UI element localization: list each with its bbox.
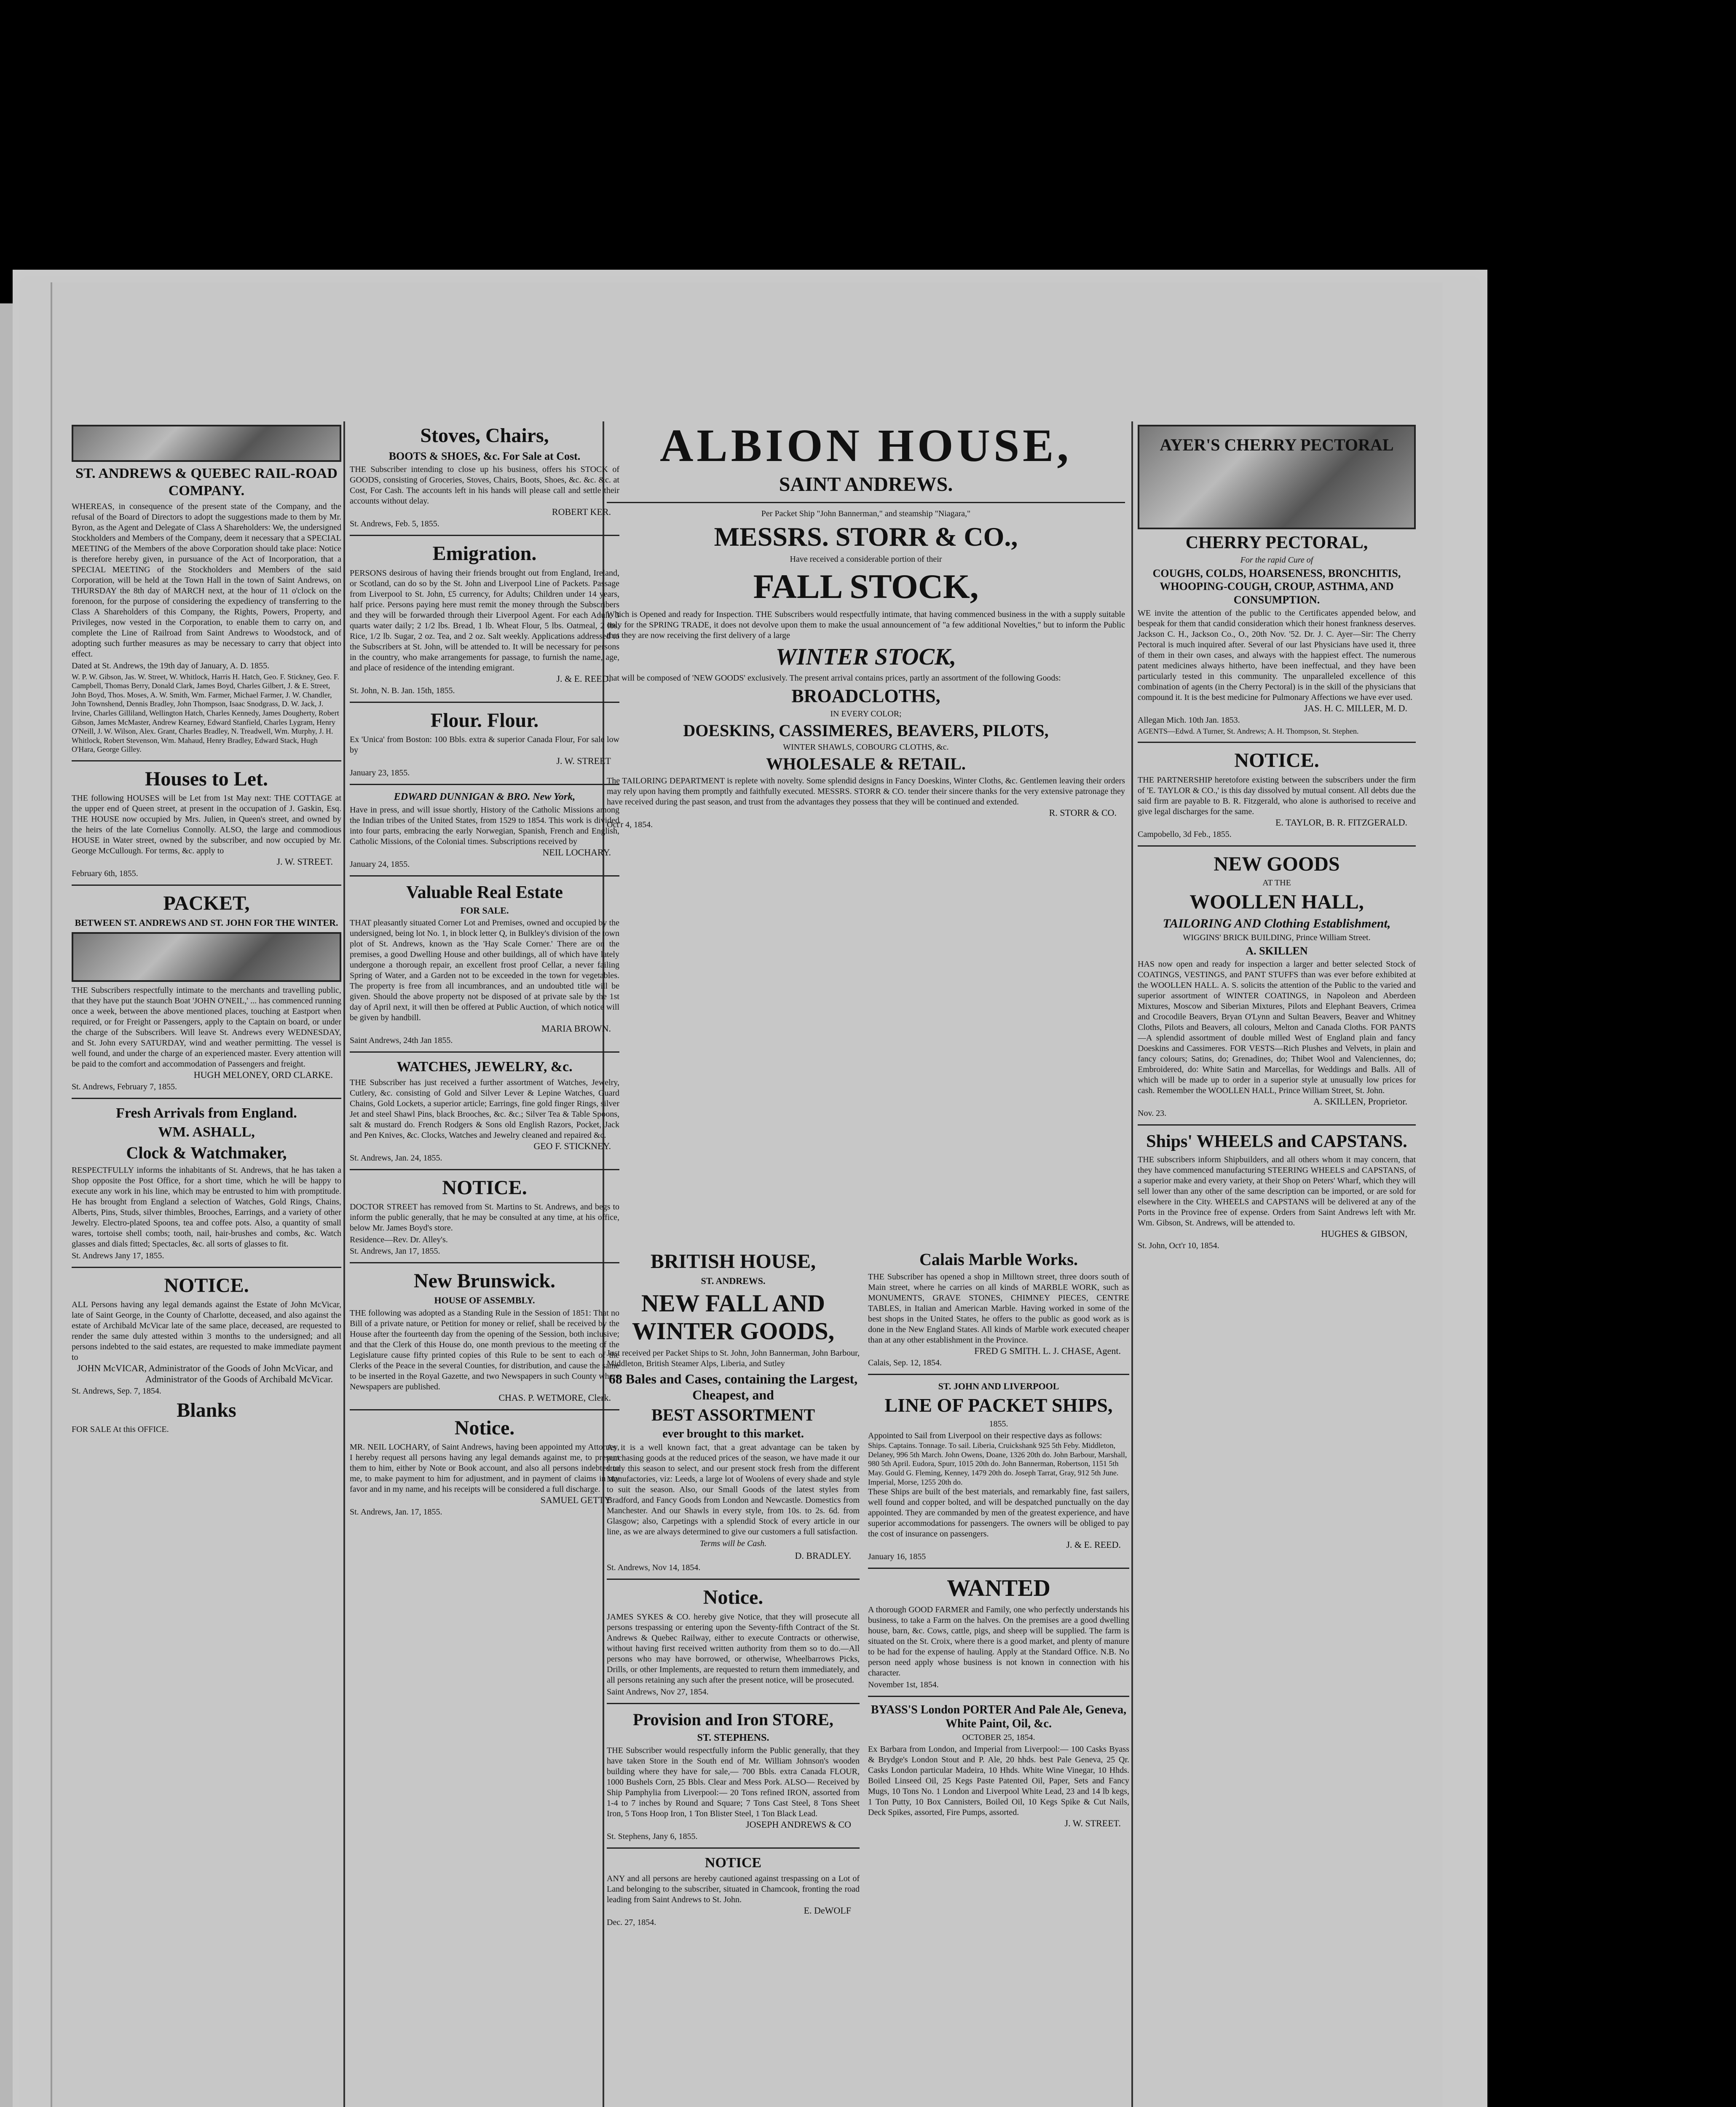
packet-line-year: 1855. [989, 1419, 1008, 1429]
attorney-notice-date: St. Andrews, Jan. 17, 1855. [350, 1507, 442, 1517]
railroad-date: Dated at St. Andrews, the 19th day of January, A. D. 1855. [72, 661, 270, 670]
british-date: St. Andrews, Nov 14, 1854. [607, 1563, 701, 1573]
dunnigan-body: Have in press, and will issue shortly, History of the Catholic Missions among the Indian tribes of the United States, from 1529 to 1854. This work is divided into four parts, embracing the early Norwegian, Spanish, French and English, Catholic Missions, of the Colonial times. Subscriptions received by [350, 805, 619, 846]
byass-date: OCTOBER 25, 1854. [962, 1732, 1035, 1742]
ashall-date: St. Andrews Jany 17, 1855. [72, 1251, 164, 1261]
column-2 [350, 421, 619, 2107]
sykes-notice-date: Saint Andrews, Nov 27, 1854. [607, 1687, 709, 1697]
notice-date: St. Andrews, Sep. 7, 1854. [72, 1386, 161, 1396]
stoves-subtitle: BOOTS & SHOES, &c. For Sale at Cost. [388, 450, 581, 463]
stoves-body: THE Subscriber intending to close up his business, offers his STOCK of GOODS, consisting of Groceries, Stoves, Chairs, Boots, Shoes, &c. &c. &c. at Cost, For Cash. The accounts left in his hands will please call and settle their accounts without delay. [350, 465, 619, 506]
wheels-title: Ships' WHEELS and CAPSTANS. [1146, 1132, 1407, 1152]
calais-title: Calais Marble Works. [919, 1250, 1078, 1269]
packet-subtitle: BETWEEN ST. ANDREWS AND ST. JOHN FOR THE WINTER. [75, 917, 338, 928]
emigration-signature: J. & E. REED. [556, 673, 611, 684]
trespass-notice-date: Dec. 27, 1854. [607, 1918, 656, 1927]
woollen-address: WIGGINS' BRICK BUILDING, Prince William Street. [1183, 933, 1371, 943]
albion-doeskins: DOESKINS, CASSIMERES, BEAVERS, PILOTS, [683, 721, 1049, 740]
nb-subtitle: HOUSE OF ASSEMBLY. [434, 1295, 535, 1306]
packet-line-title: LINE OF PACKET SHIPS, [884, 1394, 1113, 1416]
watches-title: WATCHES, JEWELRY, &c. [396, 1059, 573, 1075]
estate-title: Valuable Real Estate [406, 882, 563, 902]
woollen-date: Nov. 23. [1138, 1109, 1167, 1118]
estate-signature: MARIA BROWN. [541, 1023, 611, 1034]
column-1 [72, 421, 341, 2107]
calais-signature: FRED G SMITH. L. J. CHASE, Agent. [974, 1346, 1121, 1356]
albion-title: ALBION HOUSE, [659, 421, 1072, 471]
byass-title: BYASS'S London PORTER And Pale Ale, Geneva, White Paint, Oil, &c. [871, 1703, 1127, 1731]
calais-body: THE Subscriber has opened a shop in Milltown street, three doors south of Main street, where he carries on all kinds of MARBLE WORK, such as MONUMENTS, GRAVE STONES, CHIMNEY PIECES, CENTRE TABLES, in Italian and American Marble. Having worked in some of the best shops in the United States, he offers to the public as good work as is done in the New England States. All kinds of Marble work executed cheaper than at any other establishment in the Province. [868, 1272, 1129, 1345]
houses-date: February 6th, 1855. [72, 869, 138, 879]
british-signature: D. BRADLEY. [795, 1550, 851, 1561]
fresh-arrivals: Fresh Arrivals from England. [116, 1105, 297, 1121]
dunnigan-date: January 24, 1855. [350, 859, 410, 869]
british-brought: ever brought to this market. [662, 1427, 804, 1440]
column-3 [607, 1247, 860, 2107]
provision-subtitle: ST. STEPHENS. [697, 1732, 769, 1743]
watches-body: THE Subscriber has just received a further assortment of Watches, Jewelry, Cutlery, &c. consisting of Gold and Silver Lever & Lepine Watches, Guard Chains, Gold Lockets, a superior article; Earrings, fine gold finger Rings, silver Jet and steel Shawl Pins, black Brooches, &c. &c.; Silver Tea & Table Spoons, salt & mustard do. French Rodgers & Sons old English Razors, Pocket, Jack and Pen Knives, &c. Clocks, Watches and Jewelry cleaned and repaired &c. [350, 1078, 619, 1140]
column-rule [1131, 421, 1133, 2107]
notice-body: ALL Persons having any legal demands against the Estate of John McVicar, late of Saint George, in the County of Charlotte, deceased, and also against the estate of Archibald McVicar late of the same place, deceased, are requested to render the same duly attested within 3 months to the undersigned; and all persons indebted to the said estates, are requested to make immediate payment to [72, 1300, 341, 1362]
provision-body: THE Subscriber would respectfully inform the Public generally, that they have taken Store in the South end of Mr. William Johnson's wooden building where they have for sale,— 700 Bbls. extra Canada FLOUR, 1000 Bushels Corn, 25 Bbls. Clear and Mess Pork. ALSO— Received by Ship Pamphylia from Liverpool:— 20 Tons refined IRON, assorted from 1-4 to 7 inches by Round and Square; 7 Tons Cast Steel, 8 Tons Sheet Iron, 5 Tons Hoop Iron, 1 Ton Blister Steel, 1 Ton Black Lead. [607, 1746, 860, 1819]
dunnigan-signature: NEIL LOCHARY. [542, 847, 611, 858]
houses-signature: J. W. STREET. [276, 856, 333, 867]
woollen-body: HAS now open and ready for inspection a larger and better selected Stock of COATINGS, VESTINGS, and PANT STUFFS than was ever before exhibited at the WOOLLEN HALL. A. S. solicits the attention of the Public to the varied and superior assortment of WINTER COATINGS, in Napoleon and Aberdeen Mixtures, Moscow and Siberian Mixtures, Pilots and Elephant Beavers, Crimea and Crocodile Beavers, Bryan O'Lynn and Sultan Beavers, Beaver and Whitney Cloths, Pilots and Beavers, all colours, Melton and Canada Cloths. FOR PANTS—A splendid assortment of double milled West of England plain and fancy Doeskins and Cassimeres. FOR VESTS—Rich Plushes and Velvets, in plain and fancy colours; Satins, do; Grenadines, do; Thibet Wool and Valenciennes, do; Embroidered, do: White Satin and Marcellas, for Weddings and Balls. All of which will be made up to order in a superior style at unusually low prices for cash. Remember the WOOLLEN HALL, Prince William Street, St. John. [1138, 960, 1416, 1096]
packet-date: St. Andrews, February 7, 1855. [72, 1082, 177, 1091]
partnership-notice-body: THE PARTNERSHIP heretofore existing between the subscribers under the firm of 'E. TAYLOR & CO.,' is this day dissolved by mutual consent. All debts due the said firm are payable to B. R. Fitzgerald, who alone is authorised to receive and give legal discharges for the same. [1138, 775, 1416, 816]
doctor-notice-title: NOTICE. [442, 1177, 527, 1199]
partnership-notice-date: Campobello, 3d Feb., 1855. [1138, 829, 1232, 839]
blanks-title: Blanks [177, 1399, 236, 1422]
flour-date: January 23, 1855. [350, 768, 410, 777]
estate-body: THAT pleasantly situated Corner Lot and Premises, owned and occupied by the undersigned, being lot No. 1, in block letter Q, in Bulkley's division of the town plot of St. Andrews, known as the 'Hay Scale Corner.' There are on the premises, a good Dwelling House and other buildings, all of which have lately undergone a thorough repair, an excellent frost proof Cellar, a never failing Spring of Water, and a Garden not to be exceeded in the town for vegetables. The property is free from all incumbrances, and an undoubted title will be given. Should the above property not be disposed of at private sale by the 1st day of April next, it will then be offered at Public Auction, of which notice will be given by handbill. [350, 918, 619, 1023]
albion-body3: The TAILORING DEPARTMENT is replete with novelty. Some splendid designs in Fancy Doeskins, Winter Cloths, &c. Gentlemen leaving their orders may rely upon having them promptly and faithfully executed. MESSRS. STORR & CO. tender their sincere thanks for the very extensive patronage they have received during the past season, and trust from the advantages they possess that they will be continued and extended. [607, 776, 1125, 807]
packet-line-table: Ships. Captains. Tonnage. To sail. Liberia, Cruickshank 925 5th Feby. Middleton, Delaney, 996 5th March. John Owens, Doane, 1326 20th do. John Barbour, Marshall, 980 5th April. Eudora, Spurr, 1015 20th do. John Bannerman, Robertson, 1151 5th May. Gould G. Fleming, Kenney, 1479 20th do. Joseph Tarrat, Gray, 912 5th June. Imperial, Morse, 1255 20th do. [868, 1441, 1127, 1486]
british-terms: Terms will be Cash. [699, 1539, 767, 1549]
attorney-notice-signature: SAMUEL GETTY [540, 1494, 611, 1505]
packet-body: THE Subscribers respectfully intimate to the merchants and travelling public, that they have put the staunch Boat 'JOHN O'NEIL,' ... has commenced running once a week, between the above mentioned places, touching at Eastport when required, or for Freight or Passengers, apply to the Captain on board, or under the charge of the Subscribers. Will leave St. Andrews every WEDNESDAY, and St. John every SATURDAY, wind and weather permitting. The vessel is well found, and under the charge of an experienced master. Every attention will be paid to the comfort and accommodation of Passengers and freight. [72, 985, 341, 1069]
wanted-date: November 1st, 1854. [868, 1680, 939, 1689]
doctor-date: St. Andrews, Jan 17, 1855. [350, 1247, 440, 1256]
albion-firm: MESSRS. STORR & CO., [714, 521, 1018, 552]
british-title: BRITISH HOUSE, [650, 1250, 816, 1273]
watches-date: St. Andrews, Jan. 24, 1855. [350, 1153, 442, 1163]
attorney-notice-title: Notice. [454, 1416, 515, 1439]
woollen-owner: A. SKILLEN [1246, 945, 1308, 957]
packet-line-date: January 16, 1855 [868, 1552, 926, 1562]
provision-date: St. Stephens, Jany 6, 1855. [607, 1832, 698, 1842]
houses-body: THE following HOUSES will be Let from 1st May next: THE COTTAGE at the upper end of Queen street, at present in the occupation of J. Gaskin, Esq. THE HOUSE now occupied by Mrs. Julien, in Queen's street, and owned by the heirs of the late Cornelius Connolly. ALSO, the large and commodious HOUSE in Water street, owned by the subscriber, and now occupied by Mr. George McCullough. For terms, &c. apply to [72, 793, 341, 856]
british-intro: Just received per Packet Ships to St. John, John Bannerman, John Barbour, Middleton, British Steamer Alps, Liberia, and Sutley [607, 1348, 860, 1368]
british-headline: NEW FALL AND WINTER GOODS, [632, 1289, 835, 1345]
notice-title: NOTICE. [164, 1274, 249, 1297]
albion-body2: that will be composed of 'NEW GOODS' exclusively. The present arrival contains prices, partly an assortment of the following Goods: [607, 673, 1061, 683]
woollen-tailoring: TAILORING AND Clothing Establishment, [1163, 917, 1391, 931]
ship-illustration [72, 932, 341, 982]
nb-body: THE following was adopted as a Standing Rule in the Session of 1851: That no Bill of a private nature, or Petition for money or relief, shall be received by the House after the fourteenth day from the opening of the Session, both inclusive; and that the Clerk of this House do, one month previous to the meeting of the Legislature cause fifty printed copies of this Rule to be sent to each of the Clerks of the Peace in the several Counties, for distribution, and cause the same to be inserted in the Royal Gazette, and two Newspapers in such County where Newspapers are published. [350, 1308, 619, 1391]
albion-shawls: WINTER SHAWLS, COBOURG CLOTHS, &c. [783, 742, 949, 752]
column-5 [1138, 421, 1416, 2107]
albion-ship-line: Per Packet Ship "John Bannerman," and steamship "Niagara," [761, 509, 971, 518]
cherry-list: COUGHS, COLDS, HOARSENESS, BRONCHITIS, WHOOPING-COUGH, CROUP, ASTHMA, AND CONSUMPTION. [1152, 567, 1401, 606]
byass-signature: J. W. STREET. [1064, 1817, 1121, 1828]
emigration-title: Emigration. [432, 542, 537, 565]
provision-signature: JOSEPH ANDREWS & CO [746, 1819, 851, 1830]
attorney-notice-body: MR. NEIL LOCHARY, of Saint Andrews, having been appointed my Attorney, I hereby request all persons having any legal demands against me, to present them to him, either by Note or Book account, and also all persons indebted to me, to make payment to him for adjustment, and in payment of claims in my favor and in my name, and his receipts will be considered a full discharge. [350, 1442, 619, 1494]
doctor-residence: Residence—Rev. Dr. Alley's. [350, 1235, 448, 1245]
sykes-notice-body: JAMES SYKES & CO. hereby give Notice, that they will prosecute all persons trespassing or entering upon the Seventy-fifth Contract of the St. Andrews & Quebec Railway, either to execute Contracts or otherwise, without having first received written authority from them so to do.—All persons who may have borrowed, or otherwise, Wheelbarrows Picks, Drills, or other Implements, are requested to return them immediately, and all persons retaining any such after the present notice, will be prosecuted. [607, 1612, 860, 1685]
ayers-cherry-pectoral-illustration [1138, 425, 1416, 529]
british-subtitle: ST. ANDREWS. [701, 1276, 766, 1287]
albion-wholesale: WHOLESALE & RETAIL. [766, 754, 966, 773]
albion-body1: Which is Opened and ready for Inspection. THE Subscribers would respectfully intimate, that having commenced business in the with a supply suitable only for the SPRING TRADE, it does not devolve upon them to make the usual announcement of "a few additional Novelties," but to inform the Public that they are now receiving the first delivery of a large [607, 609, 1125, 640]
railroad-signers: W. P. W. Gibson, Jas. W. Street, W. Whitlock, Harris H. Hatch, Geo. F. Stickney, Geo. F. Campbell, Thomas Berry, Donald Clark, James Boyd, Charles Gilbert, J. & E. Street, John Boyd, Thos. Moses, A. W. Smith, Wm. Farmer, Michael Farmer, J. W. Chandler, John Townshend, Dennis Bradley, John Thompson, Isaac Snodgrass, D. W. Jack, J. Irvine, Charles Gilliland, Wellington Hatch, Charles Kennedy, James Dougherty, Robert Gibson, James McMaster, Andrew Kearney, Edward Stanfield, Charles Lygram, Henry O'Neill, J. W. Wilson, Alex. Grant, Charles Bradley, N. Treadwell, Wm. Murphy, J. H. Whitlock, Robert Stevenson, Wm. Mahaud, Henry Bradley, Edward Stack, Hugh O'Hara, George Gilley. [72, 672, 339, 754]
sykes-notice-title: Notice. [703, 1586, 764, 1609]
blanks-subtitle: FOR SALE At this OFFICE. [72, 1424, 169, 1434]
british-body: As it is a well known fact, that a great advantage can be taken by purchasing goods at the reduced prices of the season, we have made it our study this season to select, and our present stock fresh from the different Manufactories, viz: Leeds, a large lot of Woolens of every shade and style to suit the season. Also, our Small Goods of the latest styles from Bradford, and Fancy Goods from London and Newcastle. Domestics from Manchester. And our Shawls in every style, from 10s. to 2s. 6d. from Glasgow; also, Carpetings with a splendid Stock of every article in our line, as we are always determined to give our customers a full satisfaction. [607, 1443, 860, 1537]
estate-subtitle: FOR SALE. [460, 905, 509, 916]
byass-body: Ex Barbara from London, and Imperial from Liverpool:— 100 Casks Byass & Brydge's London Stout and P. Ale, 20 hhds. best Pale Geneva, 25 Qr. Casks London particular Madeira, 10 Hhds. White Wine Vinegar, 10 Hhds. Boiled Linseed Oil, 25 Kegs Paste Patented Oil, Paper, Sets and Fancy Mugs, 10 Tons No. 1 London and Liverpool White Lead, 23 and 14 lb kegs, 1 Ton Putty, 10 Box Cannisters, Boiled Oil, 10 Kegs Spike & Cut Nails, Deck Spikes, assorted, Fire Pumps, assorted. [868, 1744, 1129, 1817]
estate-date: Saint Andrews, 24th Jan 1855. [350, 1036, 453, 1045]
packet-line-intro: Appointed to Sail from Liverpool on their respective days as follows: [868, 1431, 1102, 1441]
stoves-title: Stoves, Chairs, [420, 424, 549, 447]
train-illustration [72, 425, 341, 462]
woollen-hall: WOOLLEN HALL, [1189, 890, 1364, 913]
stoves-date: St. Andrews, Feb. 5, 1855. [350, 519, 439, 529]
woollen-new-goods: NEW GOODS [1214, 852, 1340, 875]
watches-signature: GEO F. STICKNEY. [533, 1141, 611, 1152]
railroad-title: ST. ANDREWS & QUEBEC RAIL-ROAD COMPANY. [75, 466, 338, 499]
provision-title: Provision and Iron STORE, [633, 1710, 833, 1729]
british-bales: 68 Bales and Cases, containing the Largest, Cheapest, and [608, 1371, 858, 1403]
wheels-body: THE subscribers inform Shipbuilders, and all others whom it may concern, that they have commenced manufacturing STEERING WHEELS and CAPSTANS, of a superior make and every variety, at their Shop on Peters' Wharf, which they will sell lower than any other of the same description can be imported, or are sold for elsewhere in the City. WHEELS and CAPSTANS will be delivered at any of the Ports in the Province free of expense. Orders from Saint Andrews left with Mr. Wm. Gibson, St. Andrews, will be attended to. [1138, 1155, 1416, 1228]
packet-signature: HUGH MELONEY, ORD CLARKE. [193, 1069, 333, 1080]
flour-title: Flour. Flour. [430, 709, 539, 732]
emigration-date: St. John, N. B. Jan. 15th, 1855. [350, 686, 455, 695]
british-best: BEST ASSORTMENT [651, 1405, 815, 1424]
dunnigan-title: EDWARD DUNNIGAN & BRO. New York, [394, 791, 576, 802]
houses-title: Houses to Let. [145, 767, 268, 790]
stoves-signature: ROBERT KER. [552, 507, 611, 517]
cherry-title: CHERRY PECTORAL, [1185, 533, 1368, 552]
albion-every-color: IN EVERY COLOR; [830, 709, 902, 718]
nb-title: New Brunswick. [413, 1270, 556, 1292]
column-rule [343, 421, 345, 2107]
wanted-title: WANTED [947, 1575, 1050, 1602]
ashall-title: Clock & Watchmaker, [126, 1143, 287, 1163]
albion-date: Oct'r 4, 1854. [607, 820, 653, 829]
albion-winter-stock: WINTER STOCK, [775, 643, 956, 670]
ashall-body: RESPECTFULLY informs the inhabitants of St. Andrews, that he has taken a Shop opposite the Post Office, for a short time, which he will be happy to execute any work in his line, which may be entrusted to him with promptitude. He has brought from England a selection of Watches, Gold Rings, Chains, Alberts, Pins, Studs, silver thimbles, Brooches, Earrings, and a variety of other Jewelry. Electro-plated Spoons, tea and coffee pots. Also, a quantity of small wares, tortoise shell combs; tooth, nail, hair-brushes and combs, &c. Watch glasses and dials fitted; Spectacles, &c. all sorts of glasses to fit. [72, 1166, 341, 1249]
albion-fall-stock: FALL STOCK, [753, 567, 979, 606]
flour-signature: J. W. STREET [556, 755, 611, 766]
calais-date: Calais, Sep. 12, 1854. [868, 1358, 942, 1367]
doctor-body: DOCTOR STREET has removed from St. Martins to St. Andrews, and begs to inform the public generally, that he may be consulted at any time, at his office, below Mr. James Boyd's store. [350, 1202, 619, 1233]
cherry-body: WE invite the attention of the public to the Certificates appended below, and bespeak for them that candid consideration which their honest frankness deserves. Jackson C. H., Jackson Co., O., 20th Nov. '52. Dr. J. C. Ayer—Sir: The Cherry Pectoral is much inquired after. Several of our last Physicians have used it, three of them in their own cases, and always with the happiest effect. The numerous patent medicines always hitherto, have been ineffectual, and they have been particularly tested in this community. The unparalleled excellence of this combination of agents (in the Cherry Pectoral) is in the skill of the physicians that compound it. It is the best medicine for Pulmonary Affections we have ever used. [1138, 608, 1416, 702]
ashall-name: WM. ASHALL, [158, 1124, 255, 1140]
albion-broadcloths: BROADCLOTHS, [791, 685, 940, 706]
railroad-body: WHEREAS, in consequence of the present state of the Company, and the refusal of the Board of Directors to adopt the suggestions made to them by Mr. Byron, as the Agent and Delegate of Class A Shareholders: We, the undersigned Stockholders and Members of the Company, deem it necessary that a SPECIAL MEETING of the Members of the above Corporation should take place: Notice is therefore hereby given, in pursuance of the Act of Incorporation, that a SPECIAL MEETING of the Stockholders and Members of the said Corporation, will be held at the Town Hall in the town of Saint Andrews, on THURSDAY the 8th day of MARCH next, at the hour of 11 o'clock on the forenoon, for the purpose of considering the expediency of transferring to the Class A Shareholders of this Company, the Rights, Powers, Property, and Privileges, now vested in the Corporation, to enable them to carry on, and complete the Line of Railroad from Saint Andrews to Woodstock, and of adopting such further measures as may be necessary to carry that object into effect. [72, 501, 341, 659]
trespass-notice-body: ANY and all persons are hereby cautioned against trespassing on a Lot of Land belonging to the subscriber, situated in Chamcook, fronting the road leading from Saint Andrews to St. John. [607, 1874, 860, 1905]
packet-title: PACKET, [163, 892, 250, 915]
albion-subtitle: SAINT ANDREWS. [779, 473, 953, 496]
wanted-body: A thorough GOOD FARMER and Family, one who perfectly understands his business, to take a Farm on the halves. On the premises are a good dwelling house, barn, &c. Cows, cattle, pigs, and sheep will be supplied. The farm is situated on the St. Croix, where there is a good market, and plenty of manure to be had for the expense of hauling. Apply at the Standard Office. N.B. No person need apply whose business is not known in connection with his character. [868, 1605, 1129, 1678]
ayers-banner: AYER'S CHERRY PECTORAL [1160, 435, 1394, 454]
wheels-date: St. John, Oct'r 10, 1854. [1138, 1241, 1219, 1250]
cherry-agents: AGENTS—Edwd. A Turner, St. Andrews; A. H. Thompson, St. Stephen. [1138, 726, 1359, 735]
notice-signature: JOHN McVICAR, Administrator of the Goods of John McVicar, and Administrator of the Goods of Archibald McVicar. [77, 1363, 333, 1385]
trespass-notice-title: NOTICE [705, 1855, 762, 1871]
albion-received: Have received a considerable portion of their [790, 555, 942, 564]
partnership-notice-signature: E. TAYLOR, B. R. FITZGERALD. [1275, 817, 1407, 828]
packet-line-signature: J. & E. REED. [1066, 1539, 1121, 1550]
wheels-signature: HUGHES & GIBSON, [1321, 1228, 1407, 1239]
albion-signature: R. STORR & CO. [1049, 807, 1117, 818]
woollen-at: AT THE [1262, 878, 1291, 887]
cherry-signature: JAS. H. C. MILLER, M. D. [1304, 702, 1407, 713]
trespass-notice-signature: E. DeWOLF [804, 1905, 851, 1916]
cherry-date: Allegan Mich. 10th Jan. 1853. [1138, 715, 1240, 725]
packet-line-head: ST. JOHN AND LIVERPOOL [938, 1381, 1059, 1391]
packet-line-body: These Ships are built of the best materials, and remarkably fine, fast sailers, well found and copper bolted, and will be despatched punctually on the day appointed. They are commanded by men of the greatest experience, and have superior accommodations for passengers. The owners will be obliged to pay the cost of insurance on passengers. [868, 1487, 1129, 1539]
nb-signature: CHAS. P. WETMORE, Clerk. [498, 1392, 611, 1403]
flour-body: Ex 'Unica' from Boston: 100 Bbls. extra & superior Canada Flour, For sale low by [350, 735, 619, 755]
column-4 [868, 1247, 1129, 2107]
woollen-signature: A. SKILLEN, Proprietor. [1313, 1096, 1407, 1107]
cherry-for: For the rapid Cure of [1240, 555, 1313, 565]
scan-left-edge [0, 303, 13, 2107]
partnership-notice-title: NOTICE. [1234, 749, 1319, 772]
albion-house-advert [607, 421, 1125, 1235]
emigration-body: PERSONS desirous of having their friends brought out from England, Ireland, or Scotland, can do so by the St. John and Liverpool Line of Packets. Passage from Liverpool to St. John, £5 currency, for Adults; Children under 14 years, half price. Persons paying here must remit the money through the Subscribers and they will be forwarded through their Liverpool Agent. For each Adult, 3 quarts water daily; 2 1/2 lbs. Bread, 1 lb. Wheat Flour, 5 lbs. Oatmeal, 2 lbs. Rice, 1/2 lb. Sugar, 2 oz. Tea, and 2 oz. Salt weekly. Applications addressed to the Subscribers at St. John, will be attended to. It will be necessary for persons in the country, who make arrangements for passage, to furnish the name, age, and place of residence of the intending emigrant. [350, 568, 619, 673]
